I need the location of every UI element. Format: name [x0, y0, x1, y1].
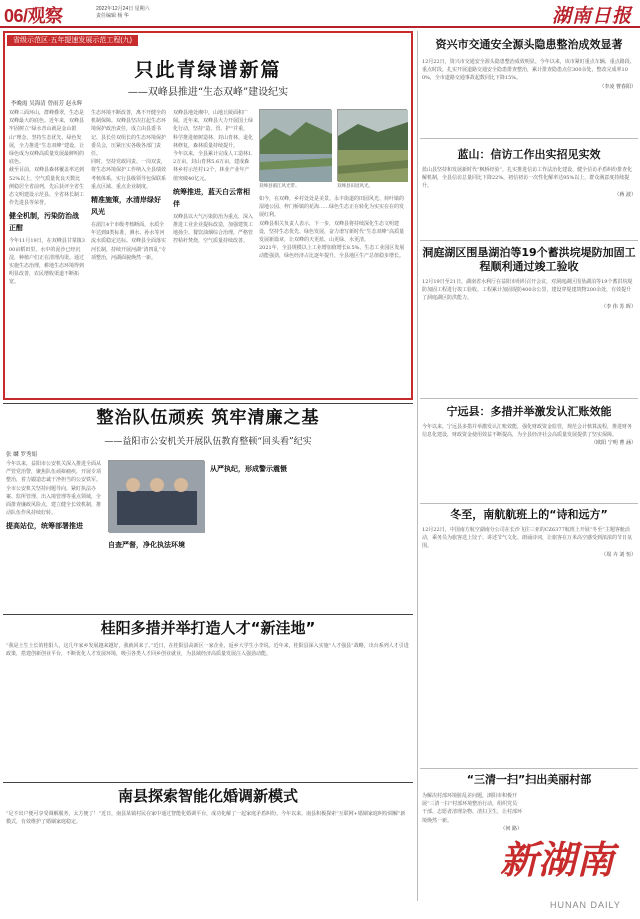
feature-col4-text: 如今，在双峰，乡村处处是美景。永丰街道的田园风光、荷叶镇的湿地公园、梓门桥镇的花海……绿色生态正在转化为实实在在的发展红利。 双峰县相关负责人表示，下一步，双峰县将持续深化生态文明建设，坚持生态优先、绿色发展，奋力谱写新时代“生态双峰”高质量发展新篇章，让双峰的天更蓝、山更绿、水更清。 2021年，全县规模以上工业增加值增长8.5%，生态工业园区发展动能强劲，绿色经济占比逐年提升，全县地区生产总值稳步增长。	[259, 196, 405, 260]
story-zixing	[422, 58, 636, 134]
middle-story-column-2	[108, 536, 204, 610]
middle-story-text: 今年以来，益阳市公安机关深入推进全面从严管党治警，聚焦队伍顽瘴痼疾，开展专项整治，着力锻造忠诚干净担当的公安铁军。 全市公安机关坚持问题导向，紧盯执法办案、监所管理、出入境管理等重点领域，全面排查廉政风险点，建立健全长效机制，推动队伍作风持续好转。	[6, 461, 102, 517]
middle-story-title: 整治队伍顽疾 筑牢清廉之基	[96, 408, 320, 428]
feature-byline: 李晚霞 吴海清 曾雨芳 赵永辉	[11, 101, 83, 107]
story-dongting-text: 12月19日至21日，湖南省水利厅在益阳市组织召开会议，对洞庭湖区围垦湖泊等19个蓄洪垸堤防加固工程进行竣工验收。工程累计加固堤防400余公里，建设穿堤建筑物200余处，有效提升了洞庭湖区防洪能力。	[422, 279, 633, 302]
story-lanshan-text: 蓝山县坚持和发展新时代“枫桥经验”，扎实推进信访工作法治化建设，健全信访矛盾纠纷排查化解机制，全县信访总量同比下降22%，初信初访一次性化解率达95%以上，群众满意度持续提升。	[422, 167, 633, 190]
feature-photo-field	[337, 109, 407, 181]
field-photo	[338, 110, 408, 182]
middle-story-head-2: 自查严督，净化执法环境	[108, 541, 185, 549]
page-masthead	[0, 0, 640, 28]
story-zixing-text: 12月22日，资兴市交通安全源头隐患整治成效明显。今年以来，该市紧盯重点车辆、重点路段、重点时段，扎实开展道路交通安全隐患排查整治，累计排查隐患点位300余处，整改完成率100%，全市道路交通事故起数同比下降15%。	[422, 59, 635, 82]
story-title-lanshan: 蓝山：信访工作出实招见实效	[457, 148, 601, 161]
story-divider	[420, 768, 638, 769]
feature-column-3	[173, 109, 253, 394]
story-lanshan-author: （蒋 波）	[614, 191, 636, 198]
middle-story-head-3: 从严执纪，形成警示震慑	[210, 465, 287, 473]
feature-column-4	[259, 195, 407, 394]
story-title-ningyuan: 宁远县：多措并举激发认汇账效能	[446, 405, 612, 418]
feature-col3-head: 统筹推进，蓝天白云常相伴	[173, 187, 250, 208]
feature-column-1	[9, 109, 85, 394]
feature-title: 只此青绿谱新篇	[134, 59, 282, 81]
feature-col2-head: 精准施策，水清岸绿好风光	[91, 196, 161, 217]
feature-photo-river	[259, 109, 331, 181]
middle-story-column-1	[6, 460, 102, 610]
middle-story-column-3	[210, 460, 410, 610]
feature-photo-caption: 双峰县湄江风光带。	[259, 184, 300, 189]
story-southern-airlines	[422, 526, 636, 732]
section-divider	[3, 614, 413, 615]
date-line: 2022年12月24日 星期六	[96, 6, 150, 12]
story-dongting-author: （李 伟 苏 晖）	[601, 303, 636, 310]
lower-story-title: 桂阳多措并举打造人才“新洼地”	[100, 619, 316, 637]
newspaper-brand-logo: 湖南日报	[551, 5, 632, 27]
feature-col3-text2: 双峰县以大气污染防治为重点，深入推进工业企业提标改造，加强建筑工地扬尘、餐饮油烟综合治理，严格管控秸秆焚烧，空气质量持续改善。	[173, 213, 253, 245]
feature-col2-text2: 在湄江4个市级考核断面，水质全年达到Ⅱ类标准，测水、孙水等河流水质稳定达标。双峰县全面落实河长制，持续开展河湖“清四乱”专项整治，河湖面貌焕然一新。	[91, 222, 167, 261]
column-divider	[417, 31, 418, 901]
watermark-logo: 新湖南	[500, 837, 615, 882]
story-village-author: （何 路）	[500, 825, 522, 832]
middle-story-subtitle: ——益阳市公安机关开展队伍教育整顿“回头看”纪实	[104, 437, 312, 447]
middle-story-byline: 张 麟 罗秀娟	[6, 452, 37, 458]
feature-column-2	[91, 109, 167, 394]
story-southern-airlines-author: （周 卉 刘 恒）	[601, 551, 636, 558]
header-meta	[96, 6, 150, 20]
section-divider	[3, 403, 413, 404]
feature-subtitle: ——双峰县推进“生态双峰”建设纪实	[127, 87, 289, 98]
bottom-story-text: “足不出户便可享受调解服务，太方便了！”近日，南县某镇村民在家中通过智能化婚调平台，成功化解了一起家庭矛盾纠纷。今年以来，南县积极探索“互联网+婚姻家庭纠纷调解”新模式，有效维护了婚姻家庭稳定。	[6, 811, 406, 826]
feature-photo-caption-2: 双峰县田园风光。	[337, 184, 373, 189]
section-tag: 省级示范区·五年提速发展示范工程(九)	[7, 35, 138, 46]
lower-story-text: “我是土生土长的桂阳人，这几年家乡发展越来越好，我就回来了。”近日，在桂阳县高新区一家企业，返乡大学生小李说。近年来，桂阳县深入实施“人才强县”战略，出台系列人才引进政策，搭建创新创业平台，不断优化人才发展环境，吸引各类人才回乡创业就业，为县域经济高质量发展注入强劲动能。	[6, 643, 409, 658]
section-divider	[3, 782, 413, 783]
lower-story-body	[6, 642, 410, 778]
editor-line: 责任编辑 杨 华	[96, 13, 129, 19]
story-lanshan	[422, 166, 636, 236]
page-section-label: 06/观察	[4, 6, 63, 26]
story-divider	[420, 138, 638, 139]
story-village-text: 为解决村部环境脏乱差问题，浏阳市积极开展“三清一扫”村部环境整治行动，组织党员干部、志愿者清理杂物、清扫卫生，让村部环境焕然一新。	[422, 793, 522, 824]
story-title-southern-airlines: 冬至，南航航班上的“诗和远方”	[450, 508, 608, 521]
story-ningyuan-text: 今年以来，宁远县多措并举激发认汇账效能，强化财政资金监管，规范会计核算流程，推进财务信息化建设，财政资金使用效益不断提高，为全县经济社会高质量发展提供了坚实保障。	[422, 424, 633, 439]
police-meeting-photo	[109, 461, 205, 533]
feature-col2-text: 生态环境不断改善，离不开健全的机制保障。双峰县坚决扛起生态环境保护政治责任，成立由县委书记、县长任双组长的生态环境保护委员会，压紧压实各级各部门责任。 同时，坚持党政同责、一岗双责，将生态环境保护工作纳入全县绩效考核体系，实行县级领导包保联系重点区域、重点企业制度。	[91, 110, 167, 190]
story-ningyuan-author: （欧阳 宁明 曹 涵）	[591, 440, 636, 447]
story-dongting	[422, 278, 636, 356]
middle-story-photo	[108, 460, 204, 532]
feature-col1-head: 健全机制，污染防治战正酣	[9, 212, 79, 233]
watermark-subtitle: HUNAN DAILY	[550, 900, 621, 910]
story-title-village: “三清一扫”扫出美丽村部	[466, 773, 592, 786]
feature-article	[3, 31, 413, 400]
story-divider	[420, 503, 638, 504]
story-southern-airlines-text: 12月22日，中国南方航空湖南分公司在长沙飞往三亚的CZ6377航班上开展“冬至”主题客舱活动，乘务员为旅客送上饺子、讲述节气文化、朗诵诗词，让旅客在万米高空感受到浓浓的节日氛围。	[422, 527, 633, 550]
landscape-photo	[260, 110, 332, 182]
story-title-zixing: 资兴市交通安全源头隐患整治成效显著	[435, 38, 623, 51]
middle-story-head-1: 提高站位，统筹部署推进	[6, 522, 83, 531]
story-divider	[420, 240, 638, 241]
story-divider	[420, 398, 638, 399]
feature-col1-text: 双峰三面环山，群峰叠翠，生态是双峰最大的底色。近年来，双峰县牢固树立“绿水青山就是金山银山”理念，坚持生态优先、绿色发展，全力推进“生态双峰”建设，让绿色成为双峰高质量发展最鲜明的底色。 截至目前，双峰县森林覆盖率达到52%以上，空气质量优良天数比例稳居全省前列，先后获评全省生态文明建设示范县、全省林长制工作先进县等荣誉。	[9, 110, 85, 207]
story-ningyuan	[422, 423, 636, 501]
story-zixing-author: （李凌 曹春阳）	[599, 83, 636, 90]
feature-col3-text: 双峰县地处湘中，山地丘陵面积广阔。近年来，双峰县大力开展国土绿化行动，坚持“造、管、护”并重，科学推进植树造林、封山育林、退化林修复，森林质量持续提升。 今年以来，全县累计完成人工造林1.2万亩，封山育林5.6万亩，建成森林乡村示范村12个，林业产业年产值突破40亿元。	[173, 110, 253, 182]
bottom-story-body	[6, 810, 410, 910]
bottom-story-title: 南县探索智能化婚调新模式	[117, 787, 298, 805]
feature-col1-text2: 今年11月19日，在双峰县甘棠镇300亩稻田里，水中的泥沙已经沉淀，种植户们正在清理沟渠。通过实施生态治理，耕地生态环境得到明显改善，农民增收渠道不断拓宽。	[9, 238, 85, 286]
story-title-dongting: 洞庭湖区围垦湖泊等19个蓄洪垸堤防加固工程顺利通过竣工验收	[422, 246, 636, 273]
